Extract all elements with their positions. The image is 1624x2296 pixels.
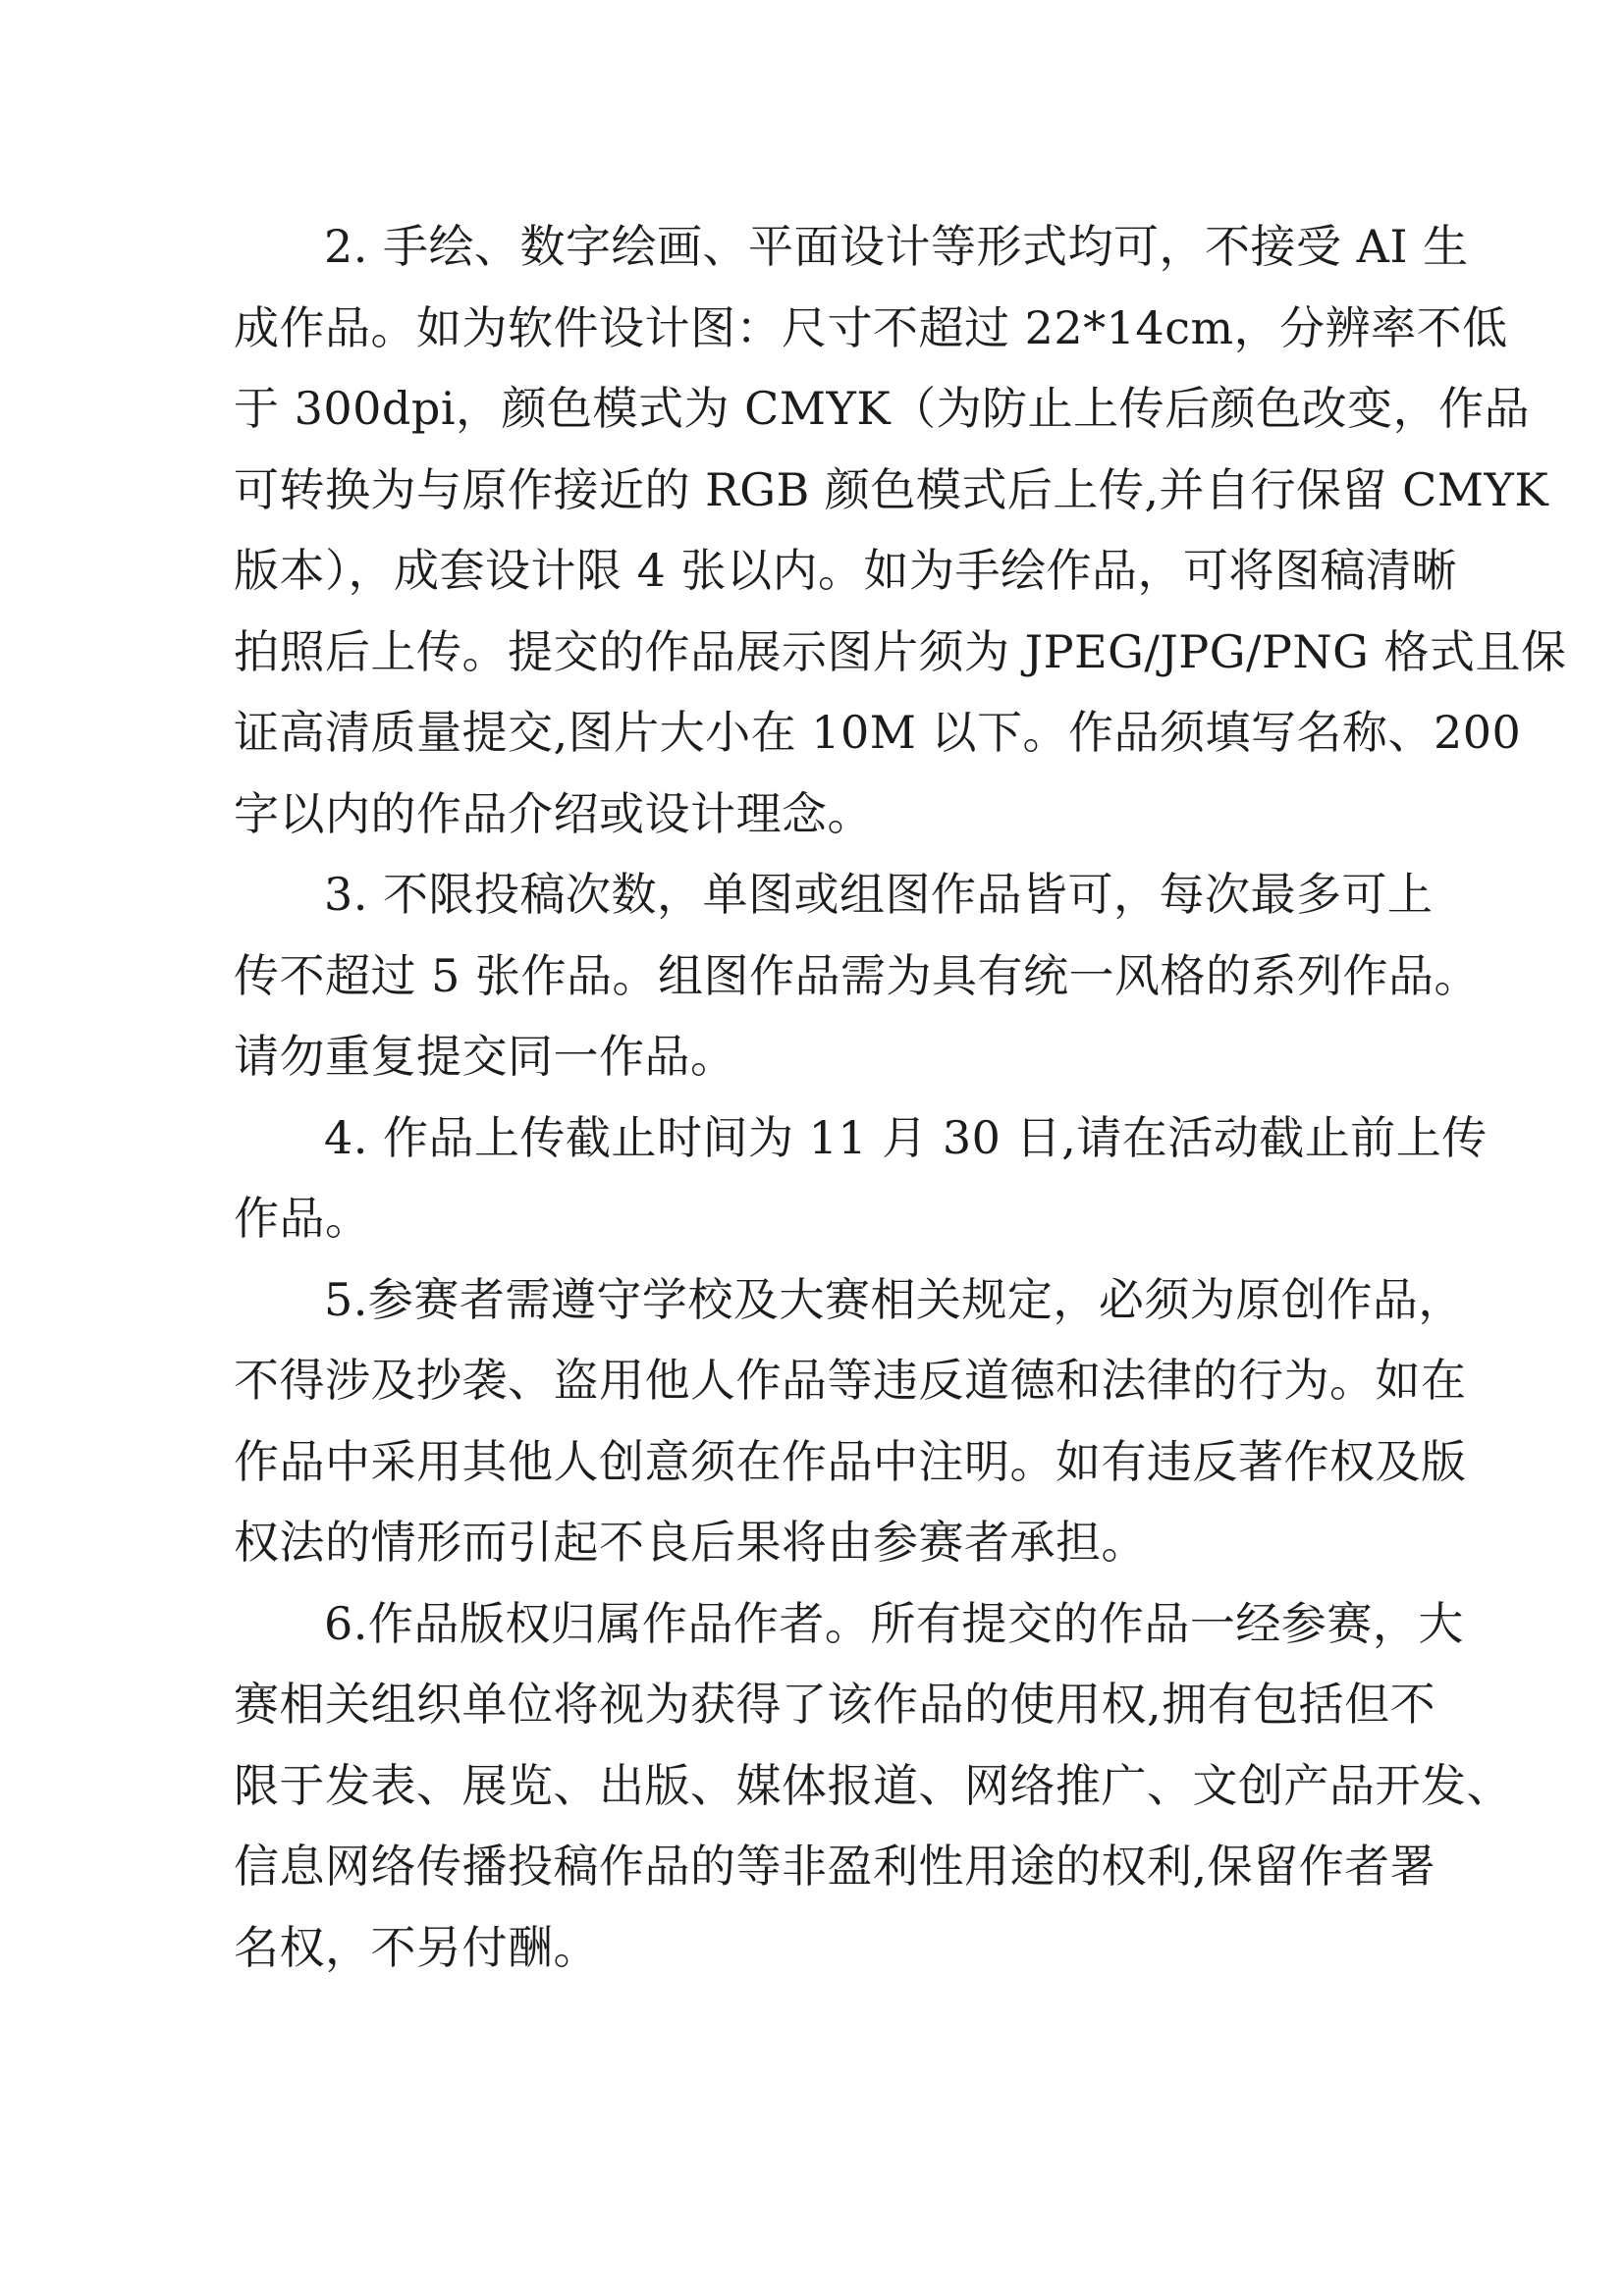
paragraph [234,1259,1467,1583]
text-line: 字以内的作品介绍或设计理念。 [234,786,873,840]
text-line: 成作品。如为软件设计图：尺寸不超过 22*14cm，分辨率不低 [234,300,1508,354]
text-line: 赛相关组织单位将视为获得了该作品的使用权,拥有包括但不 [234,1678,1436,1731]
text-line: 6.作品版权归属作品作者。所有提交的作品一经参赛，大 [324,1596,1464,1650]
text-line: 作品。 [234,1192,371,1245]
paragraph [234,1097,1488,1259]
text-line: 权法的情形而引起不良后果将由参赛者承担。 [234,1516,1147,1569]
paragraph [234,206,1567,854]
text-line: 信息网络传播投稿作品的等非盈利性用途的权利,保留作者署 [234,1840,1436,1893]
text-line: 2. 手绘、数字绘画、平面设计等形式均可，不接受 AI 生 [324,220,1469,273]
text-line: 不得涉及抄袭、盗用他人作品等违反道德和法律的行为。如在 [234,1354,1467,1407]
text-line: 证高清质量提交,图片大小在 10M 以下。作品须填写名称、200 [234,706,1522,759]
text-line: 5.参赛者需遵守学校及大赛相关规定，必须为原创作品， [324,1272,1464,1326]
text-line: 版本），成套设计限 4 张以内。如为手绘作品，可将图稿清晰 [234,544,1458,597]
text-line: 传不超过 5 张作品。组图作品需为具有统一风格的系列作品。 [234,948,1481,1002]
text-line: 拍照后上传。提交的作品展示图片须为 JPEG/JPG/PNG 格式且保 [234,624,1567,678]
text-line: 作品中采用其他人创意须在作品中注明。如有违反著作权及版 [234,1434,1467,1488]
text-line: 限于发表、展览、出版、媒体报道、网络推广、文创产品开发、 [234,1758,1512,1812]
paragraph [234,854,1481,1097]
text-line: 于 300dpi，颜色模式为 CMYK（为防止上传后颜色改变，作品 [234,382,1531,435]
text-line: 4. 作品上传截止时间为 11 月 30 日,请在活动截止前上传 [324,1110,1488,1164]
text-line: 名权，不另付酬。 [234,1920,599,1974]
paragraph [234,1583,1512,1989]
text-line: 3. 不限投稿次数，单图或组图作品皆可，每次最多可上 [324,868,1434,921]
document-text-block [234,206,1567,1988]
text-line: 请勿重复提交同一作品。 [234,1030,736,1083]
text-line: 可转换为与原作接近的 RGB 颜色模式后上传,并自行保留 CMYK [234,462,1549,516]
